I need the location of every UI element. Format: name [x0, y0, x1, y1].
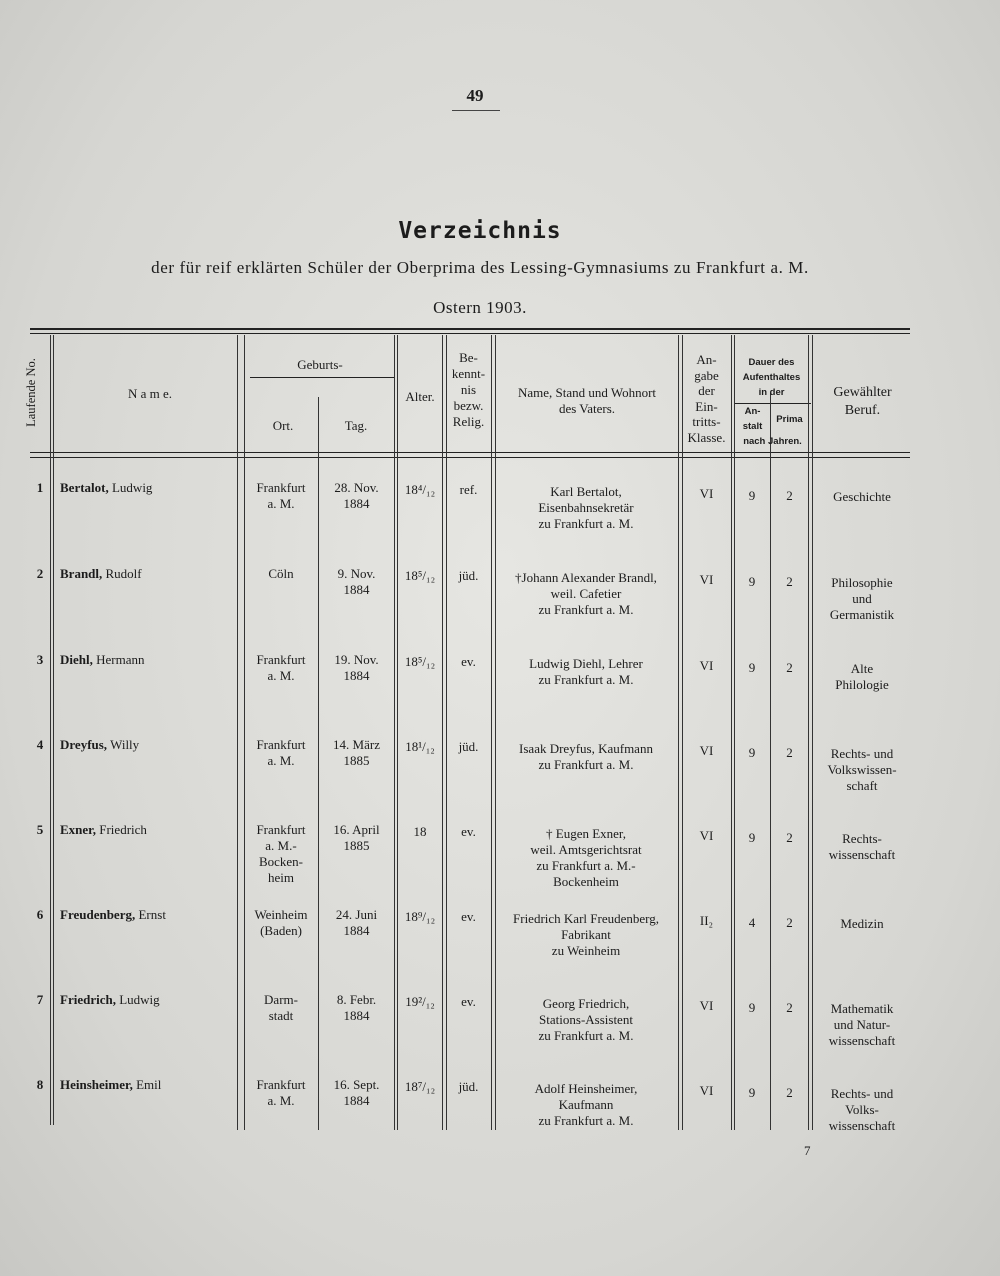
birth-place-line: Frankfurt — [256, 1077, 306, 1092]
birth-date — [319, 652, 394, 684]
father-info-line: Ludwig Diehl, Lehrer — [529, 656, 643, 671]
age: 18⁵/₁₂ — [404, 568, 436, 583]
birth-date — [319, 822, 394, 854]
birth-place — [245, 822, 317, 886]
age: 18⁹/₁₂ — [404, 909, 436, 924]
header-alter: Alter. — [405, 389, 435, 404]
header-prima: Prima — [776, 414, 803, 425]
birth-place-line: Frankfurt — [256, 737, 306, 752]
father-info-line: zu Weinheim — [551, 943, 621, 958]
header-anstalt — [735, 404, 770, 434]
father-info-line: zu Frankfurt a. M. — [538, 602, 634, 617]
student-given-name: Willy — [110, 737, 140, 752]
birth-place-line: a. M. — [267, 753, 295, 768]
birth-date-line: 19. Nov. — [334, 652, 379, 667]
chosen-profession-line: wissenschaft — [828, 1118, 896, 1133]
birth-place-line: Darm- — [264, 992, 298, 1007]
age: 19²/₁₂ — [405, 994, 435, 1009]
student-surname: Friedrich, — [60, 992, 116, 1007]
page-number: 49 — [466, 86, 484, 105]
col-line — [397, 335, 398, 1130]
birth-date-line: 16. Sept. — [333, 1077, 380, 1092]
years-at-school: 9 — [748, 1085, 756, 1100]
chosen-profession-line: Philosophie — [831, 575, 893, 590]
entry-class: VI — [699, 828, 714, 843]
document-title: Verzeichnis — [398, 218, 562, 244]
years-in-prima: 2 — [786, 745, 793, 760]
age: 18 — [413, 824, 427, 839]
father-info-line: Karl Bertalot, — [550, 484, 622, 499]
father-info-line: Fabrikant — [561, 927, 611, 942]
birth-place-line: a. M. — [267, 496, 295, 511]
chosen-profession — [812, 489, 912, 505]
entry-class: VI — [699, 998, 714, 1013]
header-vater-line: des Vaters. — [558, 401, 616, 416]
header-bekenntnis-line: Be- — [459, 350, 478, 365]
chosen-profession — [812, 1001, 912, 1049]
birth-date-line: 1884 — [343, 496, 370, 511]
birth-place — [245, 992, 317, 1024]
birth-date — [319, 480, 394, 512]
birth-date-line: 16. April — [333, 822, 380, 837]
age: 18⁵/₁₂ — [404, 654, 436, 669]
student-name — [60, 480, 235, 496]
age: 18¹/₁₂ — [405, 739, 435, 754]
header-bekenntnis-line: bezw. — [453, 398, 484, 413]
chosen-profession — [812, 746, 912, 794]
religion: ref. — [459, 482, 478, 497]
birth-date — [319, 992, 394, 1024]
years-at-school: 9 — [748, 830, 756, 845]
header-name: N a m e. — [127, 386, 173, 401]
header-vater-line: Name, Stand und Wohnort — [517, 385, 657, 400]
student-given-name: Ludwig — [111, 480, 153, 495]
student-name — [60, 822, 235, 838]
father-info-line: Friedrich Karl Freudenberg, — [513, 911, 659, 926]
student-surname: Dreyfus, — [60, 737, 108, 752]
years-at-school: 9 — [748, 1000, 756, 1015]
father-info — [492, 484, 680, 532]
col-line — [808, 335, 809, 1130]
chosen-profession-line: wissenschaft — [828, 1033, 896, 1048]
row-number: 4 — [36, 737, 44, 752]
father-info-line: Georg Friedrich, — [542, 996, 630, 1011]
entry-class: VI — [699, 658, 714, 673]
table-top-rule-2 — [30, 333, 910, 334]
chosen-profession-line: Volks- — [845, 1102, 879, 1117]
chosen-profession-line: Mathematik — [830, 1001, 894, 1016]
student-surname: Freudenberg, — [60, 907, 136, 922]
birth-place-line: heim — [268, 870, 294, 885]
header-geburts: Geburts- — [297, 357, 343, 372]
entry-class: VI — [699, 743, 714, 758]
header-ort: Ort. — [272, 418, 294, 433]
row-number: 6 — [36, 907, 44, 922]
birth-date-line: 1884 — [343, 1093, 370, 1108]
chosen-profession — [812, 1086, 912, 1134]
birth-place-line: Frankfurt — [256, 652, 306, 667]
religion: ev. — [461, 909, 476, 924]
header-eintritt — [682, 352, 731, 445]
birth-place — [245, 1077, 317, 1109]
header-anstalt-line: stalt — [742, 421, 763, 432]
chosen-profession-line: und Natur- — [833, 1017, 891, 1032]
birth-date — [319, 907, 394, 939]
father-info-line: zu Frankfurt a. M. — [538, 757, 634, 772]
col-line — [446, 335, 447, 1130]
header-beruf — [815, 384, 910, 420]
years-in-prima: 2 — [786, 488, 793, 503]
father-info-line: Kaufmann — [558, 1097, 614, 1112]
birth-place-line: a. M. — [267, 1093, 295, 1108]
table-top-rule — [30, 328, 910, 330]
father-info-line: weil. Cafetier — [550, 586, 622, 601]
header-eintritt-line: gabe — [694, 367, 719, 383]
father-info-line: Adolf Heinsheimer, — [534, 1081, 638, 1096]
chosen-profession-line: wissenschaft — [828, 847, 896, 862]
father-info-line: Stations-Assistent — [539, 1012, 633, 1027]
header-bekenntnis-line: kennt- — [451, 366, 486, 381]
father-info — [492, 996, 680, 1044]
header-dauer-line: Aufenthaltes — [742, 372, 801, 383]
birth-place — [245, 737, 317, 769]
row-number: 5 — [36, 822, 44, 837]
student-name — [60, 992, 235, 1008]
header-laufende-no: Laufende No. — [24, 358, 38, 427]
header-bekenntnis-line: nis — [460, 382, 477, 397]
student-name — [60, 907, 235, 923]
chosen-profession-line: Rechts- und — [830, 1086, 894, 1101]
father-info-line: zu Frankfurt a. M. — [538, 1028, 634, 1043]
chosen-profession — [812, 661, 912, 693]
header-dauer-line: Dauer des — [748, 357, 795, 368]
age: 18⁷/₁₂ — [404, 1079, 436, 1094]
student-surname: Exner, — [60, 822, 96, 837]
birth-date-line: 28. Nov. — [334, 480, 379, 495]
chosen-profession — [812, 831, 912, 863]
father-info-line: Eisenbahnsekretär — [538, 500, 634, 515]
header-eintritt-line: tritts- — [692, 414, 721, 429]
religion: ev. — [461, 654, 476, 669]
birth-place — [245, 480, 317, 512]
student-given-name: Ludwig — [119, 992, 160, 1007]
chosen-profession-line: Geschichte — [833, 489, 891, 504]
row-number: 3 — [36, 652, 44, 667]
header-eintritt-line: Klasse. — [687, 429, 726, 445]
father-info-line: Bockenheim — [553, 874, 619, 889]
header-dauer — [735, 355, 808, 400]
father-info — [492, 911, 680, 959]
chosen-profession — [812, 575, 912, 623]
header-bottom-rule-2 — [30, 457, 910, 458]
religion: ev. — [461, 994, 476, 1009]
birth-place-line: Frankfurt — [256, 822, 306, 837]
father-info-line: weil. Amtsgerichtsrat — [530, 842, 642, 857]
father-info — [492, 1081, 680, 1129]
student-surname: Heinsheimer, — [60, 1077, 133, 1092]
student-surname: Brandl, — [60, 566, 103, 581]
chosen-profession-line: Volkswissen- — [827, 762, 897, 777]
header-tag: Tag. — [344, 418, 368, 433]
years-in-prima: 2 — [786, 830, 793, 845]
student-given-name: Ernst — [138, 907, 166, 922]
student-given-name: Emil — [136, 1077, 162, 1092]
father-info — [492, 826, 680, 890]
years-at-school: 9 — [748, 574, 756, 589]
chosen-profession-line: Medizin — [840, 916, 884, 931]
years-at-school: 9 — [748, 745, 756, 760]
col-line — [731, 335, 732, 1130]
birth-date-line: 1884 — [343, 668, 370, 683]
birth-place-line: Frankfurt — [256, 480, 306, 495]
birth-place — [245, 907, 317, 939]
col-line — [442, 335, 443, 1130]
row-number: 2 — [36, 566, 44, 581]
student-name — [60, 652, 235, 668]
religion: jüd. — [458, 568, 479, 583]
chosen-profession-line: Alte — [850, 661, 874, 676]
chosen-profession-line: Rechts- und — [830, 746, 894, 761]
years-at-school: 9 — [748, 660, 756, 675]
header-nach-jahren: nach Jahren. — [743, 436, 802, 447]
birth-place-line: (Baden) — [260, 923, 302, 938]
birth-date-line: 1884 — [343, 582, 370, 597]
header-eintritt-line: der — [698, 383, 715, 398]
document-date: Ostern 1903. — [433, 298, 527, 317]
row-number: 8 — [36, 1077, 44, 1092]
row-number: 7 — [36, 992, 44, 1007]
father-info — [492, 570, 680, 618]
birth-date-line: 1885 — [343, 753, 370, 768]
geburts-rule — [250, 377, 395, 378]
father-info — [492, 656, 680, 688]
student-surname: Diehl, — [60, 652, 93, 667]
years-in-prima: 2 — [786, 574, 793, 589]
chosen-profession-line: Germanistik — [829, 607, 895, 622]
birth-date-line: 1884 — [343, 1008, 370, 1023]
entry-class: II₂ — [699, 913, 714, 928]
chosen-profession-line: Rechts- — [842, 831, 882, 846]
birth-date — [319, 737, 394, 769]
col-line — [394, 335, 395, 1130]
birth-place-line: stadt — [268, 1008, 294, 1023]
student-name — [60, 566, 235, 582]
entry-class: VI — [699, 1083, 714, 1098]
student-given-name: Rudolf — [105, 566, 142, 581]
col-line — [50, 335, 51, 1125]
birth-date-line: 8. Febr. — [336, 992, 377, 1007]
col-line — [53, 335, 54, 1125]
birth-place-line: Weinheim — [254, 907, 308, 922]
student-surname: Bertalot, — [60, 480, 109, 495]
father-info-line: † Eugen Exner, — [546, 826, 626, 841]
birth-date-line: 24. Juni — [335, 907, 378, 922]
father-info-line: †Johann Alexander Brandl, — [515, 570, 657, 585]
chosen-profession — [812, 916, 912, 932]
father-info-line: zu Frankfurt a. M.- — [536, 858, 636, 873]
father-info-line: zu Frankfurt a. M. — [538, 516, 634, 531]
years-at-school: 9 — [748, 488, 756, 503]
birth-date-line: 1884 — [343, 923, 370, 938]
birth-place-line: a. M.- — [265, 838, 297, 853]
birth-date-line: 1885 — [343, 838, 370, 853]
entry-class: VI — [699, 572, 714, 587]
birth-place-line: Cöln — [268, 566, 294, 581]
student-given-name: Hermann — [96, 652, 145, 667]
religion: jüd. — [458, 1079, 479, 1094]
birth-place-line: Bocken- — [258, 854, 304, 869]
years-in-prima: 2 — [786, 1000, 793, 1015]
col-line — [237, 335, 238, 1130]
header-vater — [496, 385, 678, 417]
years-in-prima: 2 — [786, 660, 793, 675]
years-at-school: 4 — [748, 915, 756, 930]
father-info — [492, 741, 680, 773]
birth-date-line: 9. Nov. — [337, 566, 376, 581]
student-name — [60, 1077, 235, 1093]
years-in-prima: 2 — [786, 1085, 793, 1100]
birth-place-line: a. M. — [267, 668, 295, 683]
chosen-profession-line: schaft — [846, 778, 878, 793]
birth-date — [319, 1077, 394, 1109]
age: 18⁴/₁₂ — [404, 482, 436, 497]
chosen-profession-line: Philologie — [835, 677, 889, 692]
religion: jüd. — [458, 739, 479, 754]
father-info-line: Isaak Dreyfus, Kaufmann — [519, 741, 653, 756]
header-dauer-line: in der — [758, 387, 785, 398]
signature-mark: 7 — [804, 1143, 811, 1158]
header-bekenntnis-line: Relig. — [452, 414, 485, 429]
years-in-prima: 2 — [786, 915, 793, 930]
document-subtitle: der für reif erklärten Schüler der Oberprima des Lessing-Gymnasiums zu Frankfurt a. M. — [151, 258, 809, 277]
birth-place — [245, 566, 317, 582]
father-info-line: zu Frankfurt a. M. — [538, 672, 634, 687]
header-eintritt-line: Ein- — [695, 398, 718, 414]
header-anstalt-line: An- — [744, 406, 761, 417]
father-info-line: zu Frankfurt a. M. — [538, 1113, 634, 1128]
entry-class: VI — [699, 486, 714, 501]
page-number-rule — [452, 110, 500, 111]
religion: ev. — [461, 824, 476, 839]
chosen-profession-line: und — [852, 591, 872, 606]
header-bekenntnis — [446, 350, 491, 430]
birth-date-line: 14. März — [333, 737, 380, 752]
header-beruf-line: Gewählter — [833, 385, 892, 400]
birth-place — [245, 652, 317, 684]
row-number: 1 — [36, 480, 44, 495]
student-name — [60, 737, 235, 753]
header-beruf-line: Beruf. — [844, 403, 881, 418]
student-given-name: Friedrich — [99, 822, 147, 837]
header-eintritt-line: An- — [696, 352, 717, 367]
header-bottom-rule — [30, 452, 910, 453]
birth-date — [319, 566, 394, 598]
